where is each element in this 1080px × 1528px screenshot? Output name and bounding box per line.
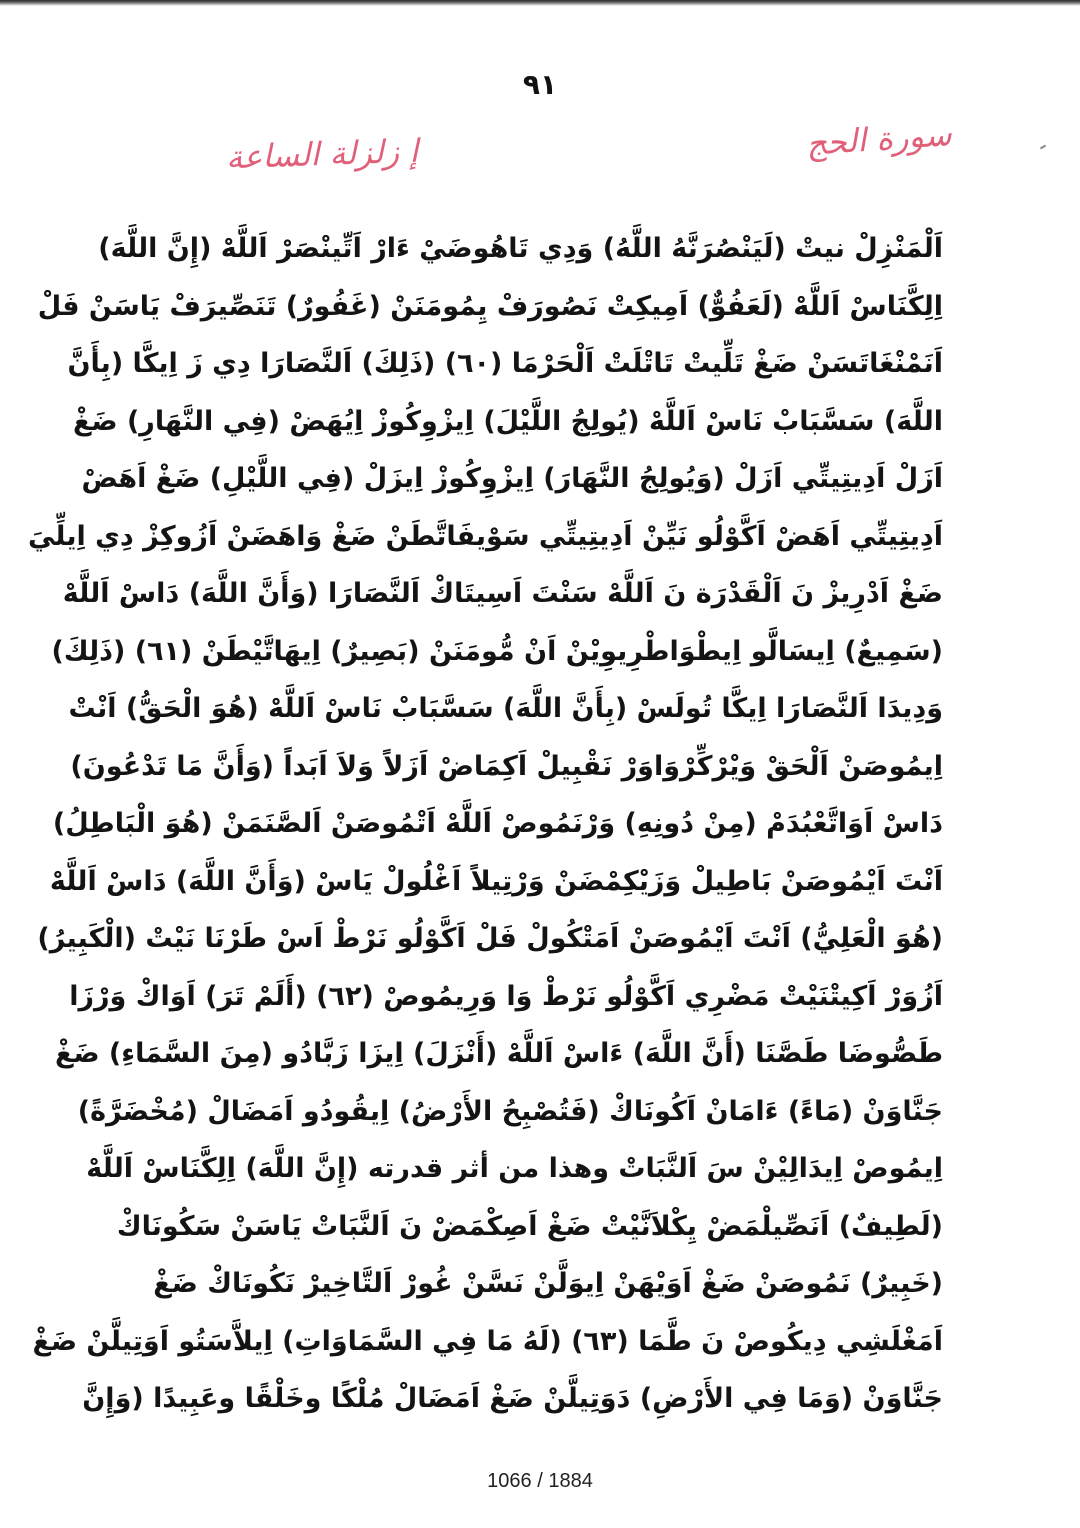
text-line: (هُوَ الْعَلِيُّ) اَنْتَ اَيْمُوصَنْ اَمَتْكُولْ فَلْ اَكَّوْلُو نَرْطْ اَسْ طَرْنَا نَيْتْ (الْكَبِيرُ) (37, 923, 943, 954)
text-line: (لَطِيفٌ) اَنَصِّيلْمَضْ يِكْلاَنَّيْتْ ضَغْ اَصِكْمَضْ نَ اَلنَّبَاتْ يَاسَنْ سَكُونَاكْ (116, 1210, 943, 1242)
text-line: جَنَّاوَنْ (وَمَا فِي الأَرْضِ) دَوَتِيلَّنْ ضَغْ اَمَضَالْ مُلْكًا وخَلْقًا وعَبِيدًا (وَإِنَّ (82, 1383, 943, 1414)
text-line: (سَمِيعٌ) اِيسَالَّو اِيطْوَاطْرِيوِيْنْ اَنْ مُّومَنَنْ (بَصِيرٌ) اِيهَاتَّيْطَنْ (٦١) (ذَلِكَ) (51, 635, 943, 667)
text-line: (خَبِيرٌ) نَمُوصَنْ ضَغْ اَوَيْهَنْ اِيوَلَّنْ نَسَّنْ غُورْ اَلتَّاخِيرْ نَكُونَاكْ ضَغْ (153, 1268, 943, 1299)
text-line: اَنْتَ اَيْمُوصَنْ بَاطِيلْ وَزَيْكِمْضَنْ وَرْتِيلاً اَغْلُولْ يَاسْ (وَأَنَّ اللَّهَ) دَاسْ اَللَّهْ (49, 865, 943, 897)
text-line: اَنَمْنْغَاتَسَنْ ضَغْ تَلِّيتْ تَاتْلَتْ اَلْحَرْمَا (٦٠) (ذَلِكَ) اَلنَّصَارَا دِي زَ اِيكَّا (بِأَنَّ (67, 348, 943, 379)
text-line: اِيمُوصْ اِيدَالِيْنْ سَ اَلنَّبَاتْ وهذا من أثر قدرته (إِنَّ اللَّهَ) اِلِكَّنَاسْ اَللَّهْ (86, 1153, 943, 1184)
body-text (27, 220, 943, 1428)
handwritten-surah-name: سورة الحج (805, 114, 954, 164)
text-line: اِلِكَّنَاسْ اَللَّهْ (لَعَفُوٌّ) اَمِيكِتْ نَصُورَفْ يِمُومَنَنْ (غَفُورٌ) تَنَصِّيرَفْ يَاسَنْ فَلْ (37, 290, 943, 322)
page-number: ٩١ (522, 68, 558, 101)
text-line: اَزَلْ اَدِيتِيتِّي اَزَلْ (وَيُولِجُ النَّهَارَ) اِيزْوِكُوزْ اِيزَلْ (فِي اللَّيْلِ) ضَغْ اَهَضْ (81, 463, 943, 494)
text-line: اِيمُوصَنْ اَلْحَقْ وَيْرْكِّرْوَاوَرْ نَقْبِيلْ اَكِمَاضْ اَزَلاً وَلاَ اَبَداً (وَأَنَّ مَا تَدْعُونَ) (70, 750, 943, 782)
text-line: اَزُوَرْ اَكِيتْنَيْتْ مَضْرِي اَكَّوْلُو نَرْطْ وَا وَرِيمُوصْ (٦٢) (أَلَمْ تَرَ) اَوَاكْ وَرْزَا (69, 980, 943, 1012)
text-line: جَنَّاوَنْ (مَاءً) ءَامَانْ اَكُونَاكْ (فَتُصْبِحُ الأَرْضُ) اِيقُودُو اَمَضَالْ (مُخْضَرَّةً) (77, 1095, 943, 1127)
text-line: اَلْمَنْزِلْ نيتْ (لَيَنْصُرَنَّهُ اللَّهُ) وَدِي تَاهُوضَيْ ءَارْ اَتِّينْصَرْ اَللَّهْ (إِنَّ اللَّهَ) (98, 233, 943, 264)
page-counter: 1066 / 1884 (487, 1470, 593, 1492)
text-line: دَاسْ اَوَاتَّعْبُدَمْ (مِنْ دُونِهِ) وَرْنَمُوصْ اَللَّهْ اَتْمُوصَنْ اَلصَّنَمَنْ (هُوَ الْبَاطِلُ) (52, 808, 943, 839)
text-line: ضَغْ اَدْرِيزْ نَ اَلْقَدْرَة نَ اَللَّهْ سَنْتَ اَسِيتَاكْ اَلنَّصَارَا (وَأَنَّ اللَّهَ) دَاسْ اَللَّهْ (62, 578, 943, 609)
text-line: وَدِيدَا اَلنَّصَارَا اِيكَّا تُولَسْ (بِأَنَّ اللَّهَ) سَسَّبَابْ نَاسْ اَللَّهْ (هُوَ الْحَقُّ) اَنْتْ (68, 693, 943, 724)
text-line: اَدِيتِيتِّي اَهَضْ اَكَّوْلُو نَيِّنْ اَدِيتِيتِّي سَوْيفَاتَّطَنْ ضَغْ وَاهَضَنْ اَزُوكِزْ دِي اِيلِّيَ (27, 520, 943, 552)
text-line: اللَّهَ) سَسَّبَابْ نَاسْ اَللَّهْ (يُولِجُ اللَّيْلَ) اِيزْوِكُوزْ اِيُهَضْ (فِي النَّهَارِ) ضَغْ (73, 405, 943, 437)
scan-speck (1040, 145, 1046, 150)
text-line: طَصُّوضَا طَصَّنَا (أَنَّ اللَّهَ) ءَاسْ اَللَّهْ (أَنْزَلَ) اِيزَا زَبَّادُو (مِنَ السَّمَاءِ) ضَغْ (55, 1038, 943, 1069)
text-line: اَمَغْلَشِي دِيكُوصْ نَ طَّمَا (٦٣) (لَهُ مَا فِي السَّمَاوَاتِ) اِيلاَّسَتُو اَوَتِيلَّنْ ضَغْ (32, 1325, 943, 1357)
handwritten-section-note: إ زلزلة الساعة (225, 131, 419, 177)
